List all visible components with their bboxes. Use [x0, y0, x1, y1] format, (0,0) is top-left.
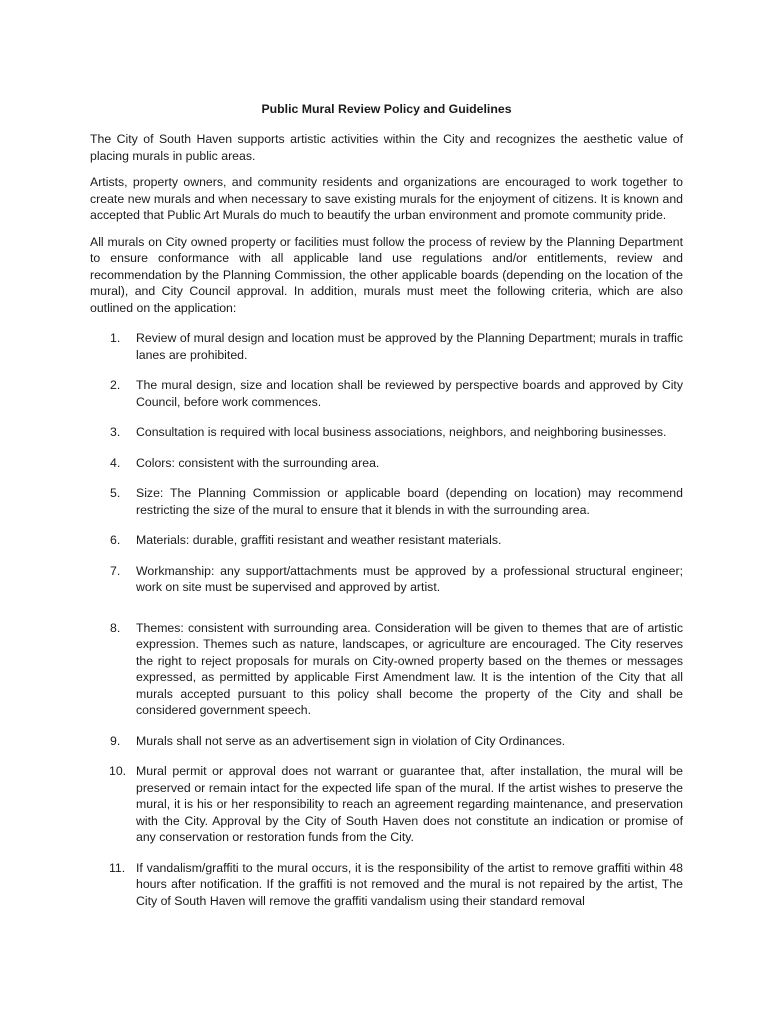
- criteria-list: [90, 330, 683, 909]
- criteria-item: [90, 377, 683, 410]
- criteria-number: 5.: [110, 486, 121, 500]
- criteria-number: 10.: [109, 764, 127, 778]
- document-page: [90, 101, 683, 923]
- criteria-number: 1.: [110, 331, 121, 345]
- criteria-item: [90, 620, 683, 719]
- criteria-number: 4.: [110, 455, 121, 470]
- criteria-item: [90, 860, 683, 910]
- criteria-text: Consultation is required with local business associations, neighbors, and neighboring businesses.: [136, 425, 667, 439]
- review-process-paragraph: All murals on City owned property or facilities must follow the process of review by the Planning Department to ensure conformance with all applicable land use regulations and/or entitlements, review and recommendation by the Planning Commission, the other applicable boards (depending on the location of the mural), and City Council approval. In addition, murals must meet the following criteria, which are also outlined on the application:: [90, 234, 683, 315]
- criteria-number: 9.: [110, 733, 121, 748]
- criteria-item: [90, 563, 683, 596]
- criteria-text: Murals shall not serve as an advertisement sign in violation of City Ordinances.: [136, 733, 566, 748]
- encouragement-paragraph: Artists, property owners, and community residents and organizations are encouraged to work together to create new murals and when necessary to save existing murals for the enjoyment of citizens. It is known and accepted that Public Art Murals do much to beautify the urban environment and promote community pride.: [90, 175, 683, 222]
- criteria-text: Themes: consistent with surrounding area. Consideration will be given to themes that are of artistic expression. Themes such as nature, landscapes, or agriculture are encouraged. The City reserves the right to reject proposals for murals on City-owned property based on the themes or messages expressed, as permitted by applicable First Amendment law. It is the intention of the City that all murals accepted pursuant to this policy shall become the property of the City and shall be considered government speech.: [136, 620, 683, 717]
- criteria-number: 2.: [110, 378, 121, 392]
- criteria-text: Size: The Planning Commission or applicable board (depending on location) may recommend restricting the size of the mural to ensure that it blends in with the surrounding area.: [136, 486, 683, 517]
- intro-paragraph: The City of South Haven supports artistic activities within the City and recognizes the aesthetic value of placing murals in public areas.: [90, 132, 683, 163]
- criteria-item: [90, 485, 683, 518]
- criteria-item: [90, 733, 683, 750]
- criteria-number: 11.: [109, 860, 126, 875]
- criteria-text: Materials: durable, graffiti resistant and weather resistant materials.: [136, 533, 502, 547]
- criteria-text: Review of mural design and location must be approved by the Planning Department; murals in traffic lanes are prohibited.: [136, 331, 683, 362]
- criteria-text: The mural design, size and location shall be reviewed by perspective boards and approved by City Council, before work commences.: [136, 378, 683, 409]
- criteria-text: Workmanship: any support/attachments must be approved by a professional structural engineer; work on site must be supervised and approved by artist.: [136, 563, 683, 594]
- criteria-item: [90, 455, 683, 472]
- criteria-number: 3.: [110, 425, 121, 439]
- criteria-number: 6.: [110, 533, 121, 547]
- criteria-item: [90, 763, 683, 846]
- criteria-item: [90, 424, 683, 441]
- document-title: Public Mural Review Policy and Guidelines: [261, 102, 512, 116]
- criteria-item: [90, 532, 683, 549]
- criteria-text: Colors: consistent with the surrounding area.: [136, 455, 380, 470]
- criteria-text: Mural permit or approval does not warrant or guarantee that, after installation, the mural will be preserved or remain intact for the expected life span of the mural. If the artist wishes to preserve the mural, it is his or her responsibility to reach an agreement regarding maintenance, and preservation with the City. Approval by the City of South Haven does not constitute an indication or promise of any conservation or restoration funds from the City.: [136, 764, 683, 844]
- criteria-text: If vandalism/graffiti to the mural occurs, it is the responsibility of the artist to remove graffiti within 48 hours after notification. If the graffiti is not removed and the mural is not repaired by the artist, The City of South Haven will remove the graffiti vandalism using their standard removal: [136, 860, 683, 908]
- criteria-number: 8.: [110, 620, 121, 635]
- criteria-number: 7.: [110, 563, 121, 578]
- criteria-item: [90, 330, 683, 363]
